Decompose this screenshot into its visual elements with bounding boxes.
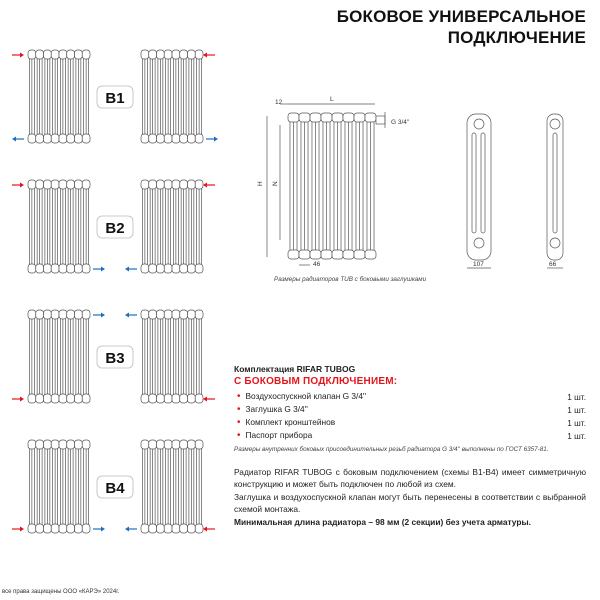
arrow-head bbox=[125, 267, 129, 272]
radiator-bottom-header bbox=[59, 134, 67, 143]
radiator-bottom-header bbox=[141, 524, 149, 533]
radiator-top-header bbox=[288, 113, 299, 122]
kit-section bbox=[234, 364, 586, 453]
radiator-top-header bbox=[51, 180, 59, 189]
flow-arrow-icon bbox=[125, 527, 137, 532]
radiator-top-header bbox=[149, 180, 157, 189]
radiator-top-header bbox=[75, 310, 83, 319]
connection-schemes bbox=[12, 50, 218, 533]
radiator bbox=[28, 50, 90, 143]
radiator-bottom-header bbox=[75, 524, 83, 533]
radiator-top-header bbox=[67, 310, 75, 319]
scheme-b2 bbox=[12, 180, 215, 273]
radiator-bottom-header bbox=[82, 524, 90, 533]
radiator-top-header bbox=[188, 180, 196, 189]
kit-item-qty: 1 шт. bbox=[567, 404, 586, 415]
radiator-bottom-header bbox=[51, 524, 59, 533]
flow-arrow-icon bbox=[203, 53, 215, 58]
radiator-top-header bbox=[164, 310, 172, 319]
radiator bbox=[141, 440, 203, 533]
radiator-bottom-header bbox=[59, 264, 67, 273]
radiator-top-header bbox=[59, 310, 67, 319]
flow-arrow-icon bbox=[12, 137, 24, 142]
radiator-top-header bbox=[188, 440, 196, 449]
flow-arrow-icon bbox=[12, 527, 24, 532]
dim-length: L bbox=[330, 96, 334, 103]
scheme-b1 bbox=[12, 50, 218, 143]
radiator-top-header bbox=[157, 310, 165, 319]
arrow-head bbox=[12, 137, 16, 142]
arrow-head bbox=[203, 397, 207, 402]
radiator-bottom-header bbox=[180, 134, 188, 143]
radiator-bottom-header bbox=[44, 264, 52, 273]
kit-item-name: • Комплект кронштейнов bbox=[234, 417, 335, 428]
radiator-top-header bbox=[44, 50, 52, 59]
radiator-bottom-header bbox=[157, 524, 165, 533]
radiator-top-header bbox=[67, 180, 75, 189]
valve-fitting bbox=[376, 116, 385, 124]
kit-item bbox=[234, 390, 586, 403]
radiator-bottom-header bbox=[82, 264, 90, 273]
flow-arrow-icon bbox=[125, 267, 137, 272]
radiator-bottom-header bbox=[59, 394, 67, 403]
radiator-top-header bbox=[36, 50, 44, 59]
radiator-top-header bbox=[82, 180, 90, 189]
radiator-bottom-header bbox=[28, 134, 36, 143]
flow-arrow-icon bbox=[206, 137, 218, 142]
radiator-top-header bbox=[157, 180, 165, 189]
radiator-bottom-header bbox=[36, 394, 44, 403]
radiator-top-header bbox=[36, 310, 44, 319]
kit-item-name: • Воздухоспускной клапан G 3/4'' bbox=[234, 391, 366, 402]
radiator-top-header bbox=[149, 50, 157, 59]
flow-arrow-icon bbox=[93, 267, 105, 272]
radiator-bottom-header bbox=[44, 134, 52, 143]
radiator-top-header bbox=[51, 310, 59, 319]
scheme-label: B1 bbox=[105, 90, 125, 107]
flow-arrow-icon bbox=[203, 527, 215, 532]
radiator-bottom-header bbox=[51, 264, 59, 273]
radiator-bottom-header bbox=[157, 134, 165, 143]
arrow-head bbox=[125, 527, 129, 532]
dim-depth-3: 107 bbox=[473, 261, 484, 268]
radiator-bottom-header bbox=[195, 264, 203, 273]
radiator-top-header bbox=[28, 180, 36, 189]
flow-arrow-icon bbox=[12, 53, 24, 58]
radiator-top-header bbox=[141, 50, 149, 59]
radiator-bottom-header bbox=[36, 134, 44, 143]
dim-offset: 12 bbox=[275, 99, 283, 106]
arrow-head bbox=[214, 137, 218, 142]
kit-item bbox=[234, 403, 586, 416]
radiator-top-header bbox=[195, 440, 203, 449]
radiator-bottom-header bbox=[149, 524, 157, 533]
radiator-bottom-header bbox=[180, 524, 188, 533]
flow-arrow-icon bbox=[12, 183, 24, 188]
radiator-bottom-header bbox=[172, 524, 180, 533]
kit-item-qty: 1 шт. bbox=[567, 391, 586, 402]
radiator-bottom-header bbox=[299, 250, 310, 259]
flow-arrow-icon bbox=[203, 397, 215, 402]
dim-thread: G 3/4'' bbox=[391, 119, 410, 126]
radiator-top-header bbox=[195, 180, 203, 189]
scheme-label: B4 bbox=[105, 480, 125, 497]
dim-axis: N bbox=[272, 181, 279, 186]
radiator-bottom-header bbox=[188, 524, 196, 533]
radiator-top-header bbox=[164, 440, 172, 449]
radiator-bottom-header bbox=[188, 134, 196, 143]
radiator-bottom-header bbox=[164, 134, 172, 143]
radiator bbox=[141, 180, 203, 273]
radiator-top-header bbox=[36, 180, 44, 189]
radiator-bottom-header bbox=[67, 394, 75, 403]
title-line-1: БОКОВОЕ УНИВЕРСАЛЬНОЕ bbox=[336, 7, 586, 26]
radiator-top-header bbox=[82, 50, 90, 59]
radiator-bottom-header bbox=[195, 394, 203, 403]
radiator-top-header bbox=[157, 440, 165, 449]
drawing-caption: Размеры радиаторов TUB с боковыми заглушками bbox=[274, 276, 427, 283]
radiator-bottom-header bbox=[36, 524, 44, 533]
radiator-top-header bbox=[141, 310, 149, 319]
radiator-bottom-header bbox=[172, 394, 180, 403]
radiator-bottom-header bbox=[354, 250, 365, 259]
radiator-bottom-header bbox=[288, 250, 299, 259]
kit-item-qty: 1 шт. bbox=[567, 430, 586, 441]
radiator-top-header bbox=[149, 440, 157, 449]
radiator bbox=[141, 50, 203, 143]
radiator-top-header bbox=[180, 440, 188, 449]
arrow-head bbox=[101, 267, 105, 272]
radiator-bottom-header bbox=[188, 394, 196, 403]
dim-pitch: 46 bbox=[313, 261, 321, 268]
radiator-top-header bbox=[141, 440, 149, 449]
radiator-bottom-header bbox=[75, 134, 83, 143]
kit-note: Размеры внутренних боковых присоединительных резьб радиатора G 3/4'' выполнены по ГОСТ 6357-81. bbox=[234, 446, 549, 453]
description-p1: Радиатор RIFAR TUBOG с боковым подключением (схемы B1-B4) имеет симметричную конструкцию и может быть подключен по любой из схем. bbox=[234, 467, 586, 490]
radiator-top-header bbox=[157, 50, 165, 59]
radiator-bottom-header bbox=[82, 394, 90, 403]
radiator-top-header bbox=[172, 310, 180, 319]
radiator-bottom-header bbox=[67, 524, 75, 533]
radiator-top-header bbox=[310, 113, 321, 122]
radiator-top-header bbox=[59, 180, 67, 189]
radiator-bottom-header bbox=[149, 264, 157, 273]
radiator-bottom-header bbox=[149, 394, 157, 403]
radiator-bottom-header bbox=[157, 264, 165, 273]
radiator-top-header bbox=[28, 440, 36, 449]
radiator-bottom-header bbox=[51, 394, 59, 403]
radiator-top-header bbox=[195, 310, 203, 319]
kit-subheading: С БОКОВЫМ ПОДКЛЮЧЕНИЕМ: bbox=[234, 376, 398, 387]
radiator-bottom-header bbox=[180, 264, 188, 273]
radiator-bottom-header bbox=[149, 134, 157, 143]
dimension-drawing bbox=[267, 104, 563, 268]
flow-arrow-icon bbox=[93, 527, 105, 532]
radiator-top-header bbox=[44, 180, 52, 189]
radiator-bottom-header bbox=[51, 134, 59, 143]
radiator-bottom-header bbox=[141, 264, 149, 273]
radiator-bottom-header bbox=[59, 524, 67, 533]
copyright: все права защищены ООО «КАРЭ» 2024г. bbox=[2, 589, 120, 595]
radiator-top-header bbox=[67, 50, 75, 59]
radiator bbox=[28, 310, 90, 403]
radiator-bottom-header bbox=[67, 134, 75, 143]
radiator-top-header bbox=[188, 310, 196, 319]
radiator-top-header bbox=[343, 113, 354, 122]
flow-arrow-icon bbox=[125, 313, 137, 318]
arrow-head bbox=[203, 53, 207, 58]
title-line-2: ПОДКЛЮЧЕНИЕ bbox=[447, 28, 586, 47]
description-p3: Минимальная длина радиатора – 98 мм (2 секции) без учета арматуры. bbox=[234, 516, 531, 527]
kit-heading: Комплектация RIFAR TUBOG bbox=[234, 364, 356, 374]
radiator-top-header bbox=[51, 440, 59, 449]
radiator-bottom-header bbox=[321, 250, 332, 259]
radiator-top-header bbox=[75, 440, 83, 449]
radiator-bottom-header bbox=[67, 264, 75, 273]
flow-arrow-icon bbox=[93, 313, 105, 318]
radiator bbox=[141, 310, 203, 403]
scheme-b3 bbox=[12, 310, 215, 403]
flow-arrow-icon bbox=[203, 183, 215, 188]
radiator-bottom-header bbox=[28, 524, 36, 533]
arrow-head bbox=[20, 183, 24, 188]
radiator-top-header bbox=[321, 113, 332, 122]
radiator-bottom-header bbox=[82, 134, 90, 143]
radiator-top-header bbox=[180, 50, 188, 59]
kit-item-name: • Заглушка G 3/4'' bbox=[234, 404, 308, 415]
radiator-top-header bbox=[299, 113, 310, 122]
radiator-top-header bbox=[188, 50, 196, 59]
radiator-front-view bbox=[288, 113, 376, 259]
radiator-bottom-header bbox=[164, 394, 172, 403]
radiator-top-header bbox=[59, 440, 67, 449]
kit-item-name: • Паспорт прибора bbox=[234, 430, 312, 441]
kit-item bbox=[234, 429, 586, 442]
radiator-top-header bbox=[75, 50, 83, 59]
radiator-top-header bbox=[82, 440, 90, 449]
radiator-bottom-header bbox=[75, 264, 83, 273]
radiator-bottom-header bbox=[141, 134, 149, 143]
radiator-bottom-header bbox=[44, 524, 52, 533]
kit-item-qty: 1 шт. bbox=[567, 417, 586, 428]
radiator-top-header bbox=[67, 440, 75, 449]
radiator bbox=[28, 180, 90, 273]
radiator-top-header bbox=[59, 50, 67, 59]
radiator-bottom-header bbox=[195, 524, 203, 533]
radiator-top-header bbox=[36, 440, 44, 449]
radiator-bottom-header bbox=[172, 134, 180, 143]
radiator-bottom-header bbox=[164, 524, 172, 533]
arrow-head bbox=[20, 397, 24, 402]
kit-item bbox=[234, 416, 586, 429]
radiator bbox=[288, 113, 376, 259]
radiator-top-header bbox=[172, 50, 180, 59]
description-p2: Заглушка и воздухоспускной клапан могут быть перенесены в соответствии с выбранной схемой монтажа. bbox=[234, 491, 586, 515]
radiator-top-header bbox=[172, 440, 180, 449]
radiator-top-header bbox=[164, 180, 172, 189]
description bbox=[234, 466, 586, 528]
radiator-top-header bbox=[82, 310, 90, 319]
scheme-b4 bbox=[12, 440, 215, 533]
dim-height: H bbox=[257, 181, 264, 186]
radiator-top-header bbox=[149, 310, 157, 319]
radiator-bottom-header bbox=[28, 394, 36, 403]
arrow-head bbox=[101, 527, 105, 532]
radiator-bottom-header bbox=[164, 264, 172, 273]
radiator-top-header bbox=[51, 50, 59, 59]
radiator-bottom-header bbox=[28, 264, 36, 273]
dim-depth-2: 66 bbox=[549, 261, 557, 268]
radiator-bottom-header bbox=[36, 264, 44, 273]
radiator-bottom-header bbox=[172, 264, 180, 273]
arrow-head bbox=[20, 53, 24, 58]
arrow-head bbox=[20, 527, 24, 532]
radiator-bottom-header bbox=[310, 250, 321, 259]
arrow-head bbox=[203, 527, 207, 532]
arrow-head bbox=[203, 183, 207, 188]
scheme-label: B2 bbox=[105, 220, 125, 237]
radiator-top-header bbox=[28, 310, 36, 319]
flow-arrow-icon bbox=[12, 397, 24, 402]
radiator-top-header bbox=[354, 113, 365, 122]
radiator-top-header bbox=[195, 50, 203, 59]
arrow-head bbox=[101, 313, 105, 318]
radiator-bottom-header bbox=[141, 394, 149, 403]
arrow-head bbox=[125, 313, 129, 318]
radiator-top-header bbox=[365, 113, 376, 122]
radiator-top-header bbox=[141, 180, 149, 189]
radiator bbox=[28, 440, 90, 533]
radiator-top-header bbox=[28, 50, 36, 59]
radiator-top-header bbox=[180, 180, 188, 189]
radiator-top-header bbox=[44, 310, 52, 319]
radiator-bottom-header bbox=[188, 264, 196, 273]
scheme-label: B3 bbox=[105, 350, 125, 367]
radiator-bottom-header bbox=[195, 134, 203, 143]
radiator-top-header bbox=[172, 180, 180, 189]
radiator-top-header bbox=[332, 113, 343, 122]
radiator-bottom-header bbox=[75, 394, 83, 403]
radiator-top-header bbox=[44, 440, 52, 449]
radiator-bottom-header bbox=[44, 394, 52, 403]
radiator-bottom-header bbox=[157, 394, 165, 403]
radiator-bottom-header bbox=[180, 394, 188, 403]
radiator-top-header bbox=[180, 310, 188, 319]
radiator-bottom-header bbox=[365, 250, 376, 259]
radiator-top-header bbox=[164, 50, 172, 59]
radiator-top-header bbox=[75, 180, 83, 189]
radiator-bottom-header bbox=[343, 250, 354, 259]
radiator-bottom-header bbox=[332, 250, 343, 259]
